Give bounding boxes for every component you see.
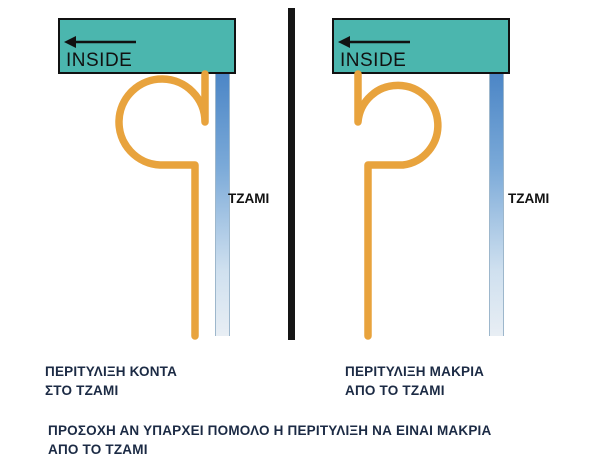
cord-path-right [300,0,600,340]
caption-left-line2: ΣΤΟ ΤΖΑΜΙ [45,383,119,398]
caption-right-line2: ΑΠΟ ΤΟ ΤΖΑΜΙ [345,383,445,398]
panel-cord-far-from-glass [300,0,600,398]
glass-label-left: TZAMI [228,191,270,206]
caption-left [45,362,245,400]
panel-divider [288,8,295,340]
warning-note-line1: ΠΡΟΣΟΧΗ ΑΝ ΥΠΑΡΧΕΙ ΠΟΜΟΛΟ Η ΠΕΡΙΤΥΛΙΞΗ ΝΑ ΕΙΝΑΙ ΜΑΚΡΙΑ [48,423,492,438]
caption-right-line1: ΠΕΡΙΤΥΛΙΞΗ ΜΑΚΡΙΑ [345,364,485,379]
inside-label-right: INSIDE [340,50,407,71]
caption-left-line1: ΠΕΡΙΤΥΛΙΞΗ ΚΟΝΤΑ [45,364,178,379]
warning-note [48,421,568,459]
warning-note-line2: ΑΠΟ ΤΟ ΤΖΑΜΙ [48,442,148,457]
panel-cord-near-glass [0,0,288,398]
cord-path-left [0,0,288,340]
inside-label-left: INSIDE [66,50,133,71]
glass-label-right: TZAMI [508,191,550,206]
caption-right [345,362,555,400]
